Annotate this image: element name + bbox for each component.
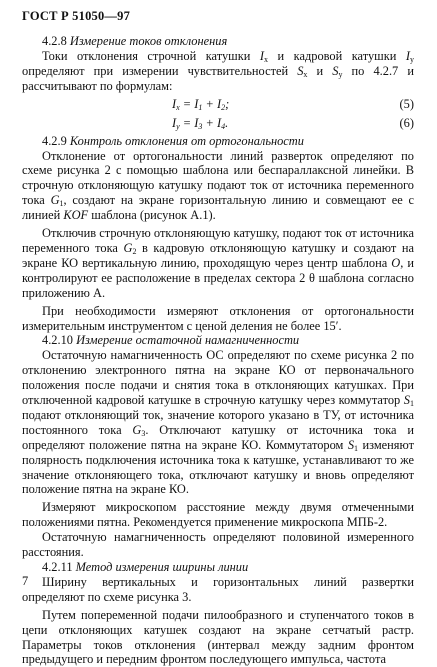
formula-number: (5) — [399, 96, 414, 111]
paragraph: Измеряют микроскопом расстояние между двумя отмеченными положениями пятна. Рекомендуется применение микроскопа МПБ-2. — [22, 500, 414, 530]
formula-6 — [22, 116, 414, 132]
section-title: Измерение остаточной намагниченности — [76, 333, 300, 348]
section-title: Контроль отклонения от ортогональности — [69, 133, 304, 148]
section-heading-4-2-9 — [22, 134, 414, 149]
section-heading-4-2-11 — [22, 560, 414, 575]
page-content — [22, 34, 414, 667]
section-heading-4-2-8 — [22, 34, 414, 49]
formula-expression: $I_y = I_3 + I_4$. — [172, 115, 229, 131]
section-number: 4.2.9 — [42, 133, 67, 148]
section-heading-4-2-10 — [22, 333, 414, 348]
section-title: Метод измерения ширины линии — [75, 560, 249, 574]
section-title: Измерение токов отклонения — [69, 34, 228, 48]
paragraph: Токи отклонения строчной катушки $I_x$ и кадровой катушки $I_y$ определяют при измерении чувствительностей $S_x$ и $S_y$ по 4.2.7 и рассчитывают по формулам: — [22, 48, 414, 93]
paragraph: Отклонение от ортогональности линий разверток определяют по схеме рисунка 2 с помощью шаблона или беспараллаксной линейки. В строчную отклоняющую катушку подают ток от источника переменного тока $G_1$, создают на экране горизонтальную линию и совмещают ее с линией KOF шаблона (рисунок А.1). — [22, 148, 414, 223]
formula-expression: $I_x = I_1 + I_2$; — [172, 96, 230, 112]
section-number: 4.2.10 — [42, 333, 73, 348]
paragraph: Ширину вертикальных и горизонтальных линий развертки определяют по схеме рисунка 3. — [22, 574, 414, 604]
paragraph: Остаточную намагниченность определяют половиной измеренного расстояния. — [22, 530, 414, 560]
paragraph: Путем попеременной подачи пилообразного и ступенчатого токов в цепи отклоняющих катушек создают на экране сетчатый растр. Параметры токов отклонения (интервал между задним фронтом предыдущего и передним фронтом последующего импульса, частота — [22, 607, 414, 667]
page-number: 7 — [22, 574, 29, 588]
paragraph: Остаточную намагниченность ОС определяют по схеме рисунка 2 по отклонению электронного пятна на экране КО от первоначального положения после подачи и снятия тока в отклоняющих катушках. При отключенной кадровой катушке в строчную катушку через коммутатор $S_1$ подают отклоняющий ток, значение которого указано в ТУ, от источника постоянного тока $G_3$. Отключают катушку от источника тока и определяют положение пятна на экране КО. Коммутатором $S_1$ изменяют полярность подключения источника тока к катушке, устанавливают то же значение отклоняющего тока, отключают катушку и вновь определяют положение пятна на экране КО. — [22, 348, 414, 497]
paragraph: Отключив строчную отклоняющую катушку, подают ток от источника переменного тока $G_2$ в кадровую отклоняющую катушку и создают на экране КО вертикальную линию, проходящую через центр шаблона O, и контролируют ее расположение в пределах сектора 2 θ шаблона согласно приложению А. — [22, 226, 414, 300]
paragraph: При необходимости измеряют отклонения от ортогональности измерительным инструментом с ценой деления не более 15′. — [22, 303, 414, 333]
formula-5 — [22, 97, 414, 113]
standard-header: ГОСТ Р 51050—97 — [22, 9, 131, 23]
formula-number: (6) — [399, 115, 414, 130]
section-number: 4.2.11 — [42, 560, 73, 574]
section-number: 4.2.8 — [42, 34, 67, 48]
